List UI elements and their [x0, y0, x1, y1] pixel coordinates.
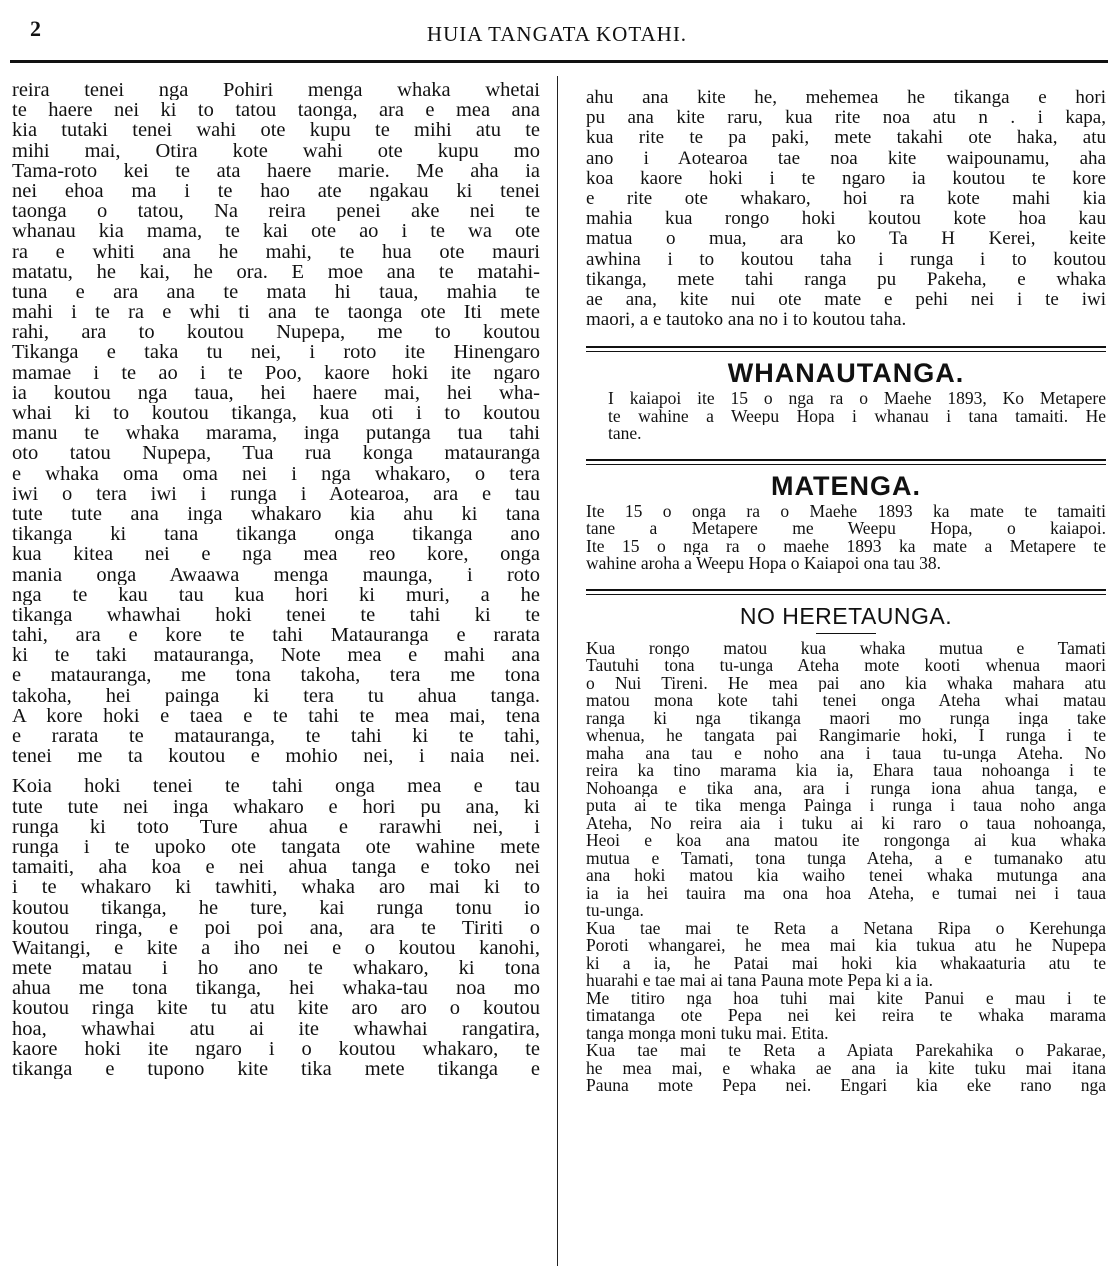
text-line: ae ana, kite nui ote mate e pehi nei i te iwi [586, 289, 1106, 310]
section-rule [586, 459, 1106, 465]
text-line: mahia kua rongo hoki koutou kote hoa kau [586, 209, 1106, 230]
text-line: pu ana kite raru, kua rite noa atu n . i kapa, [586, 108, 1106, 129]
heading-underline [816, 633, 876, 634]
text-line: tuna e ara ana te mata hi taua, mahia te [12, 281, 540, 303]
left-column [12, 80, 540, 1079]
text-line: ki a ia, he Patai mai hoki kia whakaaturia atu te [586, 954, 1106, 973]
text-line: Ateha, No reira aia i tuku ai ki raro o taua nohoanga, [586, 814, 1106, 833]
text-line: koutou ringa kite tu atu kite aro aro o koutou [12, 998, 540, 1019]
text-line: Ite 15 o nga ra o maehe 1893 ka mate a Metapere te [586, 537, 1106, 556]
text-line: Kua tae mai te Reta a Apiata Parekahika o Pakarae, [586, 1042, 1106, 1060]
whanautanga-notice [586, 390, 1106, 443]
column-divider [557, 76, 558, 1266]
text-line: Tikanga e taka tu nei, i roto ite Hinengaro [12, 342, 540, 363]
left-paragraph-1 [12, 80, 540, 766]
text-line: mahi i te ra e whi ti ana te taonga ote Iti mete [12, 302, 540, 323]
text-line: mihi mai, Otira kote wahi ote kupu mo [12, 140, 540, 161]
text-line: mamae i te ao i te Poo, kaore hoki ite ngaro [12, 362, 540, 383]
matenga-heading: MATENGA. [771, 470, 921, 501]
text-line: kia tutaki tenei wahi ote kupu te mihi atu te [12, 120, 540, 141]
text-line: tu-unga. [586, 902, 644, 920]
text-line: tahi, ara e kore te tahi Matauranga e rarata [12, 625, 540, 646]
text-line: ia koutou nga taua, hei haere mai, hei wha- [12, 382, 540, 403]
text-line: e matauranga, me tona takoha, tera me tona [12, 665, 540, 686]
text-line: mania onga Awaawa menga maunga, i roto [12, 564, 540, 585]
text-line: matou mona kote tahi tenei onga Ateha whai matau [586, 692, 1106, 710]
text-line: ki te taki matauranga, Note mea e mahi ana [12, 645, 540, 666]
text-line: ano i Aotearoa tae noa kite waipounamu, aha [586, 148, 1106, 169]
text-line: koutou ringa, e poi poi ana, ara te Tiriti o [12, 917, 540, 938]
text-line: taonga o tatou, Na reira penei ake nei te [12, 201, 540, 222]
no-heretaunga-heading: NO HERETAUNGA. [739, 602, 953, 629]
heretaunga-paragraph-1 [586, 640, 1106, 920]
text-line: kua rite te pa paki, mete takahi ote haka, atu [586, 128, 1106, 149]
text-line: whai ki to koutou tikanga, kua oti i to koutou [12, 403, 540, 424]
text-line: te haere nei ki to tatou taonga, ara e mea ana [12, 100, 540, 121]
text-line: Heoi e koa ana matou ite rongonga ai kua whaka [586, 832, 1106, 850]
heretaunga-paragraph-3 [586, 990, 1106, 1043]
text-line: ranga ki nga tikanga maori mo runga inga take [586, 709, 1106, 728]
text-line: nei ehoa ma i te hao ate ngakau ki tenei [12, 180, 540, 202]
section-rule [586, 589, 1106, 595]
text-line: he mea mai, e whaka ae ana ia kite tuku mai itana [586, 1059, 1106, 1078]
text-line: i te whakaro ki tawhiti, whaka aro mai ki to [12, 877, 540, 898]
text-line: Koia hoki tenei te tahi onga mea e tau [12, 776, 540, 797]
text-line: tane a Metapere me Weepu Hopa, o kaiapoi. [586, 520, 1106, 538]
matenga-notice [586, 503, 1106, 573]
text-line: puta ai te tika menga Painga i runga i taua noho anga [586, 797, 1106, 815]
running-title: HUIA TANGATA KOTAHI. [426, 22, 688, 46]
page-number: 2 [30, 16, 41, 41]
text-line: runga i te upoko ote tangata ote wahine mete [12, 836, 540, 858]
text-line: Tama-roto kei te ata haere marie. Me aha ia [12, 160, 540, 181]
page-header [0, 0, 1114, 66]
text-line: awhina i to koutou taha i runga i to koutou [586, 249, 1106, 270]
text-line: maori, a e tautoko ana no i to koutou taha. [586, 310, 907, 331]
text-line: reira tenei nga Pohiri menga whaka whetai [12, 80, 540, 101]
text-line: hoa, whawhai atu ai ite whawhai rangatira, [12, 1018, 540, 1039]
text-line: whanau kia mama, te kai ote ao i te wa ote [12, 221, 540, 242]
text-line: timatanga ote Pepa nei kei reira te whaka marama [586, 1007, 1106, 1025]
text-line: Kua tae mai te Reta a Netana Ripa o Kerehunga [586, 919, 1106, 938]
whanautanga-heading: WHANAUTANGA. [727, 358, 965, 389]
text-line: nga te kau tau kua hori ki muri, a he [12, 584, 540, 605]
text-line: matua o mua, ara ko Ta H Kerei, keite [586, 229, 1106, 250]
text-line: mete matau i ho ano te whakaro, ki tona [12, 958, 540, 979]
text-line: runga ki toto Ture ahua e rarawhi nei, i [12, 816, 540, 837]
text-line: mutua e Tamati, tona tunga Ateha, a e tumanako atu [586, 849, 1106, 868]
text-line: reira ka tino marama kia ia, Ehara taua nohoanga i te [586, 762, 1106, 780]
text-line: e rite ote whakaro, hoi ra kote mahi kia [586, 188, 1106, 209]
text-line: takoha, hei painga ki tera tu ahua tanga. [12, 685, 540, 706]
text-line: matatu, he kai, he ora. E moe ana te matahi- [12, 261, 540, 282]
header-rule [10, 60, 1108, 63]
text-line: tikanga whawhai hoki tenei te tahi ki te [12, 604, 540, 626]
text-line: o Nui Tireni. He mea pai ano kia whaka mahara atu [586, 674, 1106, 693]
text-line: manu te whaka marama, inga putanga tua tahi [12, 423, 540, 444]
text-line: Tautuhi tona tu-unga Ateha mote kooti whenua maori [586, 657, 1106, 675]
text-line: Kua rongo matou kua whaka mutua e Tamati [586, 639, 1106, 658]
text-line: iwi o tera iwi i runga i Aotearoa, ara e tau [12, 483, 540, 504]
text-line: te wahine a Weepu Hopa i whanau i tana tamaiti. He [608, 407, 1106, 426]
text-line: ahu ana kite he, mehemea he tikanga e hori [586, 88, 1106, 108]
text-line: ahua me tona tikanga, hei whaka-tau noa mo [12, 978, 540, 999]
text-line: tenei me ta koutou e mohio nei, i naia nei. [12, 746, 540, 767]
text-line: e rarata te matauranga, te tahi ki te tahi, [12, 726, 540, 747]
text-line: Pauna mote Pepa nei. Engari kia eke rano nga [586, 1077, 1106, 1095]
text-line: ia ia hei tauira ma ona hoa Ateha, e tumai nei i taua [586, 884, 1106, 903]
text-line: I kaiapoi ite 15 o nga ra o Maehe 1893, Ko Metapere [608, 390, 1106, 408]
right-paragraph-1 [586, 88, 1106, 330]
heretaunga-paragraph-4 [586, 1042, 1106, 1095]
text-line: oto tatou Nupepa, Tua rua konga matauranga [12, 443, 540, 464]
text-line: wahine aroha a Weepu Hopa o Kaiapoi ona tau 38. [586, 555, 941, 573]
text-line: Waitangi, e kite a iho nei e o koutou kanohi, [12, 937, 540, 959]
heretaunga-paragraph-2 [586, 920, 1106, 990]
text-line: kua kitea nei e nga mea reo kore, onga [12, 544, 540, 565]
section-rule [586, 346, 1106, 352]
text-line: Nohoanga e tika ana, ara i runga iona ahua tanga, e [586, 779, 1106, 798]
text-line: A kore hoki e taea e te tahi te mea mai, tena [12, 705, 540, 726]
text-line: rahi, ara to koutou Nupepa, me to koutou [12, 322, 540, 343]
text-line: e whaka oma oma nei i nga whakaro, o tera [12, 463, 540, 484]
text-line: tute tute ana inga whakaro kia ahu ki tana [12, 503, 540, 525]
text-line: tamaiti, aha koa e nei ahua tanga e toko nei [12, 857, 540, 878]
text-line: tikanga e tupono kite tika mete tikanga e [12, 1059, 540, 1080]
text-line: tane. [608, 425, 642, 443]
text-line: ana hoki matou kia waiho tenei whaka mutunga ana [586, 867, 1106, 885]
text-line: koa kaore hoki i te ngaro ia koutou te kore [586, 168, 1106, 189]
text-line: kaore hoki ite ngaro i o koutou whakaro, te [12, 1038, 540, 1059]
text-line: koutou tikanga, he ture, kai runga tonu io [12, 897, 540, 918]
text-line: ra e whiti ana he mahi, te hua ote mauri [12, 241, 540, 262]
right-column [586, 88, 1106, 1095]
text-line: maha ana tau e noho ana i taua tu-unga Ateha. No [586, 744, 1106, 763]
text-line: tute tute nei inga whakaro e hori pu ana, ki [12, 796, 540, 817]
text-line: Ite 15 o onga ra o Maehe 1893 ka mate te tamaiti [586, 502, 1106, 521]
text-line: tanga monga moni tuku mai. Etita. [586, 1024, 829, 1043]
left-paragraph-2 [12, 776, 540, 1079]
text-line: huarahi e tae mai ai tana Pauna mote Pepa ki a ia. [586, 972, 933, 990]
text-line: Me titiro nga hoa tuhi mai kite Panui e mau i te [586, 989, 1106, 1008]
text-line: whenua, he tangata pai Rangimarie hoki, I runga i te [586, 727, 1106, 745]
text-line: tikanga ki tana tikanga onga tikanga ano [12, 524, 540, 545]
text-line: tikanga, mete tahi ranga pu Pakeha, e whaka [586, 269, 1106, 290]
text-line: Poroti whangarei, he mea mai kia tukua atu he Nupepa [586, 937, 1106, 955]
